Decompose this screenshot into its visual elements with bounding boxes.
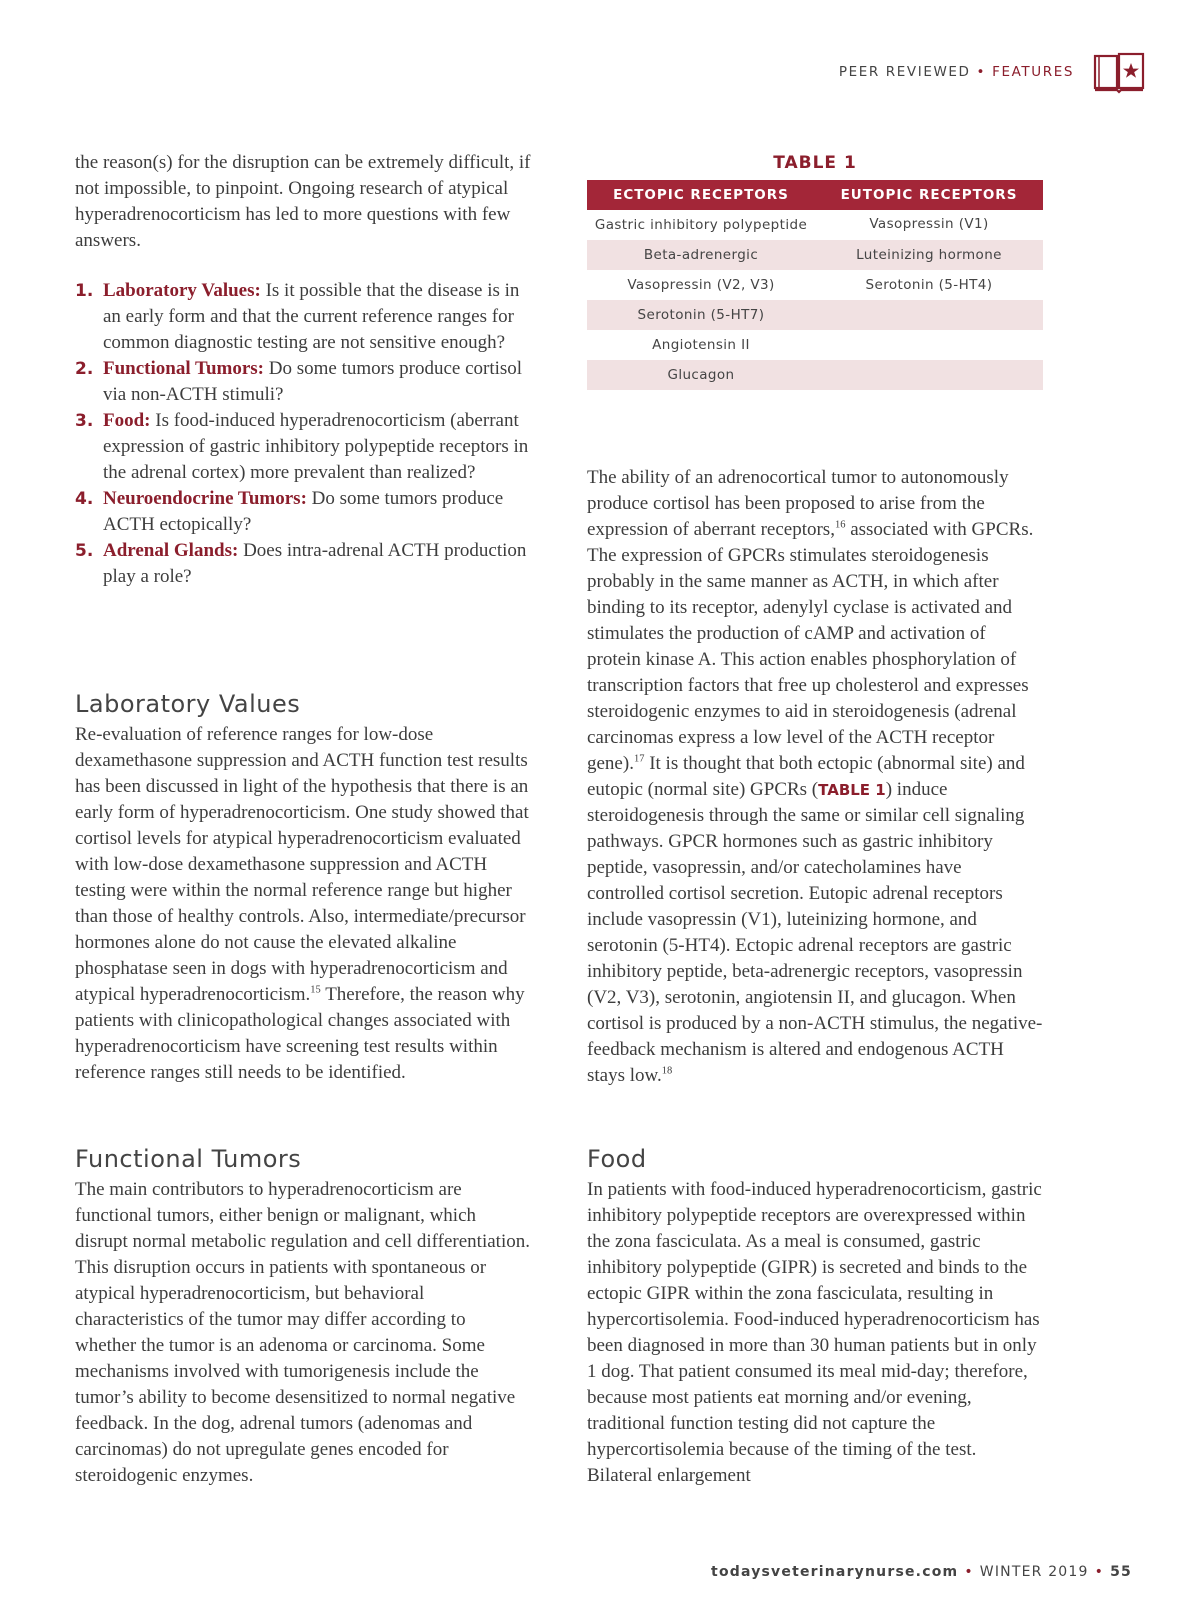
lab-values-block [75,722,531,1086]
citation-18: 18 [661,1065,673,1077]
table-cell: Glucagon [587,360,815,390]
lab-values-paragraph: Re-evaluation of reference ranges for low-dose dexamethasone suppression and ACTH function test results has been discussed in light of the hypothesis that there is an early form of hyperadrenocorticism. One study showed that cortisol levels for atypical hyperadrenocorticism evaluated with low-dose dexamethasone suppression and ACTH testing were within the normal reference range but higher than those of healthy controls. Also, intermediate/precursor hormones alone do not cause the elevated alkaline phosphatase seen in dogs with hyperadrenocorticism and atypical hyperadrenocorticism.$^{15}$ Therefore, the reason why patients with clinicopathological changes associated with hyperadrenocorticism have screening test results within reference ranges still needs to be identified. [75,724,529,1083]
food-paragraph: In patients with food-induced hyperadrenocorticism, gastric inhibitory polypeptide receptors are overexpressed within the zona fasciculata. As a meal is consumed, gastric inhibitory polypeptide (GIPR) is secreted and binds to the ectopic GIPR within the zona fasciculata, resulting in hypercortisolemia. Food-induced hyperadrenocorticism has been diagnosed in more than 30 human patients but in only 1 dog. That patient consumed its meal mid-day; therefore, because most patients eat morning and/or evening, traditional function testing did not capture the hypercortisolemia because of the timing of the test. Bilateral enlargement [587,1179,1042,1486]
table-cell: Vasopressin (V1) [869,216,989,232]
table-cell: Luteinizing hormone [815,240,1043,270]
table-cell: Serotonin (5-HT4) [865,276,993,293]
table-row [587,270,1043,300]
citation-16: 16 [834,519,846,531]
table-row [587,300,1043,330]
table-title: TABLE 1 [773,153,857,173]
page-footer [711,1564,1132,1580]
food-block [587,1177,1043,1489]
questions-block [75,278,531,590]
header-separator: • [976,64,987,80]
functional-tumors-paragraph: The main contributors to hyperadrenocorticism are functional tumors, either benign or malignant, which disrupt normal metabolic regulation and cell differentiation. This disruption occurs in patients with spontaneous or atypical hyperadrenocorticism, but behavioral characteristics of the tumor may differ according to whether the tumor is an adenoma or carcinoma. Some mechanisms involved with tumorigenesis include the tumor’s ability to become desensitized to normal negative feedback. In the dog, adrenal tumors (adenomas and carcinomas) do not upregulate genes encoded for steroidogenic enzymes. [75,1179,530,1486]
footer-site: todaysveterinarynurse.com [711,1564,959,1580]
category-label: FEATURES [992,64,1074,80]
food-heading: Food [587,1145,647,1173]
footer-separator: • [964,1564,974,1580]
footer-issue: WINTER 2019 [979,1564,1089,1580]
citation-15: 15 [310,984,321,996]
table-cell: Gastric inhibitory polypeptide [594,216,808,233]
section-label: PEER REVIEWED [838,64,971,80]
question-item: 2. Functional Tumors: Do some tumors produce cortisol via non-ACTH stimuli? [75,358,523,405]
citation-17: 17 [633,753,645,765]
footer-separator: • [1094,1564,1105,1580]
book-star-icon [1093,52,1145,94]
question-item: 4. Neuroendocrine Tumors: Do some tumors produce ACTH ectopically? [75,488,504,535]
table-row [587,330,1043,360]
question-item: 5. Adrenal Glands: Does intra-adrenal ACTH production play a role? [75,540,527,587]
table-cell [815,360,1043,390]
table-row [587,360,1043,390]
table-cell: Beta-adrenergic [587,240,815,270]
column-header: EUTOPIC RECEPTORS [815,180,1043,210]
lab-values-heading: Laboratory Values [75,690,301,718]
receptors-table [587,180,1043,390]
table-reference: TABLE 1 [818,781,886,799]
questions-list [75,278,531,590]
table-cell: Serotonin (5-HT7) [587,300,815,330]
column-header: ECTOPIC RECEPTORS [587,180,815,210]
gpcr-paragraph: The ability of an adrenocortical tumor to autonomously produce cortisol has been proposed to arise from the expression of aberrant receptors,$^{16}$ associated with GPCRs. The expression of GPCRs stimulates steroidogenesis probably in the same manner as ACTH, in which after binding to its receptor, adenylyl cyclase is activated and stimulates the production of cAMP and activation of protein kinase A. This action enables phosphorylation of transcription factors that free up cholesterol and expresses steroidogenic enzymes to aid in steroidogenesis (adrenal carcinomas express a low level of the ACTH receptor gene).$^{17}$ It is thought that both ectopic (abnormal site) and eutopic (normal site) GPCRs (TABLE 1) induce steroidogenesis through the same or similar cell signaling pathways. GPCR hormones such as gastric inhibitory peptide, vasopressin, and/or catecholamines have controlled cortisol secretion. Eutopic adrenal receptors include vasopressin (V1), luteinizing hormone, and serotonin (5-HT4). Ectopic adrenal receptors are gastric inhibitory peptide, beta-adrenergic receptors, vasopressin (V2, V3), serotonin, angiotensin II, and glucagon. When cortisol is produced by a non-ACTH stimulus, the negative-feedback mechanism is altered and endogenous ACTH stays low.$^{18}$ [587,467,1043,1086]
table-row [587,210,1043,240]
question-item: 3. Food: Is food-induced hyperadrenocorticism (aberrant expression of gastric inhibitory polypeptide receptors in the adrenal cortex) more prevalent than realized? [75,410,529,483]
table-cell [815,330,1043,360]
intro-block [75,150,531,254]
table-cell [815,300,1043,330]
table-header-row [587,180,1043,210]
table-cell: Vasopressin (V2, V3) [627,276,775,293]
gpcr-block [587,465,1043,1089]
intro-paragraph: the reason(s) for the disruption can be extremely difficult, if not impossible, to pinpoint. Ongoing research of atypical hyperadrenocorticism has led to more questions with few answers. [75,152,531,251]
running-header [839,64,1074,80]
functional-tumors-block [75,1177,531,1489]
page-number: 55 [1110,1564,1132,1580]
table-row [587,240,1043,270]
question-item: 1. Laboratory Values: Is it possible that the disease is in an early form and that the current reference ranges for common diagnostic testing are not sensitive enough? [75,280,520,353]
table-cell: Angiotensin II [652,336,750,353]
functional-tumors-heading: Functional Tumors [75,1145,302,1173]
